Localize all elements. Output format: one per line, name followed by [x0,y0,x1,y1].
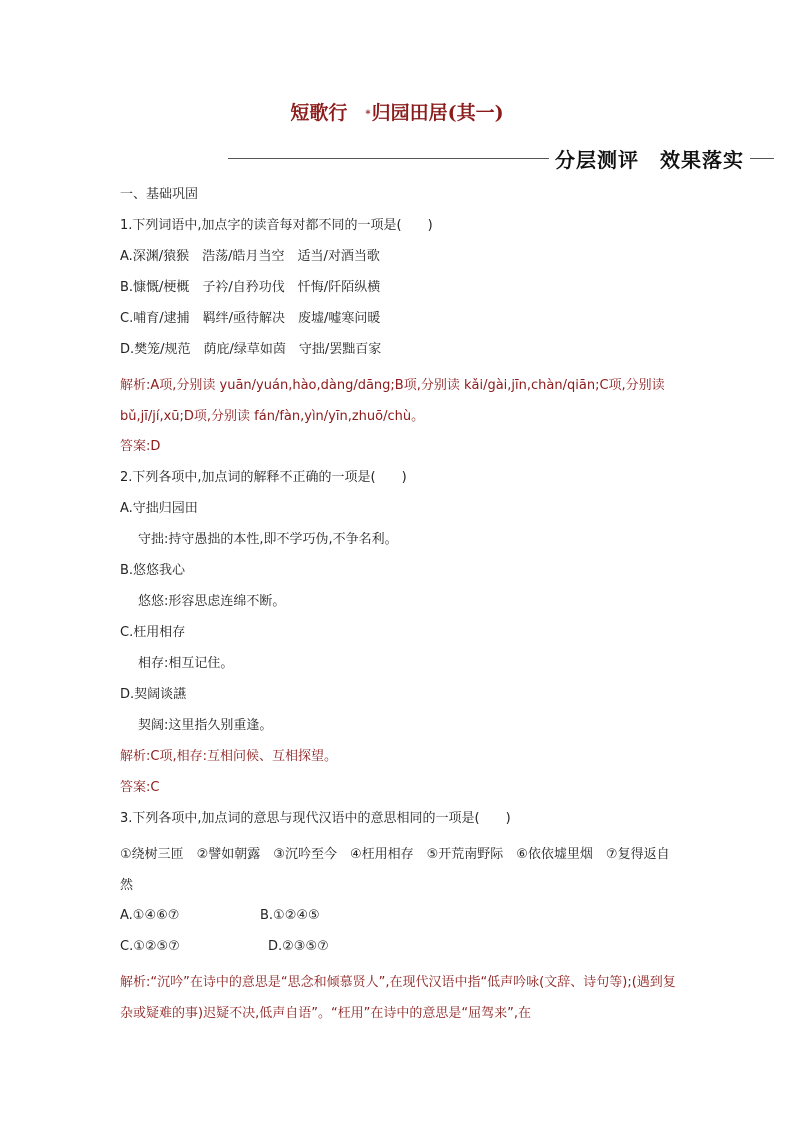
question-2-option-b: B.悠悠我心 [120,563,186,578]
section-banner [228,144,774,172]
banner-line-left [228,158,549,159]
question-1-stem: 1.下列词语中,加点字的读音每对都不同的一项是( ) [120,218,433,233]
question-3-options-row-2 [120,932,680,963]
banner-line-right [750,158,774,159]
question-1-answer: 答案:D [120,439,161,454]
question-2-option-d: D.契阔谈讌 [120,687,187,702]
page-title [0,98,794,125]
question-2-option-a-explanation: 守拙:持守愚拙的本性,即不学巧伪,不争名利。 [138,532,398,547]
question-3-option-b: B.①②④⑤ [260,908,320,923]
section-heading: 一、基础巩固 [120,187,199,202]
question-2-option-a: A.守拙归园田 [120,501,198,516]
question-3-items: ①绕树三匝 ②譬如朝露 ③沉吟至今 ④枉用相存 ⑤开荒南野际 ⑥依依墟里烟 ⑦复得返自然 [120,847,670,893]
question-3-analysis: 解析:“沉吟”在诗中的意思是“思念和倾慕贤人”,在现代汉语中指“低声吟咏(文辞、诗句等);(遇到复杂或疑难的事)迟疑不决,低声自语”。“枉用”在诗中的意思是“屈驾来”,在 [120,975,676,1021]
title-sub: 归园田居(其一) [371,102,504,124]
question-2-stem: 2.下列各项中,加点词的解释不正确的一项是( ) [120,470,407,485]
question-1-option-a: A.深渊/猿猴 浩荡/皓月当空 适当/对酒当歌 [120,249,380,264]
question-3-option-c: C.①②⑤⑦ [120,939,180,954]
question-2-option-d-explanation: 契阔:这里指久别重逢。 [138,718,273,733]
document-content [120,180,680,1029]
question-2-option-c: C.枉用相存 [120,625,186,640]
question-1-option-b: B.慷慨/梗概 子衿/自矜功伐 忏悔/阡陌纵横 [120,280,381,295]
question-3-options-row-1 [120,901,680,932]
question-1-analysis: 解析:A项,分别读 yuān/yuán,hào,dàng/dāng;B项,分别读 kǎi/gài,jīn,chàn/qiān;C项,分别读 bǔ,jī/jí,xū;D项,分别读 fán/fàn,yìn/yīn,zhuō/chù。 [120,378,665,424]
question-2-analysis: 解析:C项,相存:互相问候、互相探望。 [120,749,337,764]
title-star-mark: * [365,108,371,120]
banner-text: 分层测评 效果落实 [555,147,744,172]
question-3-option-d: D.②③⑤⑦ [268,939,329,954]
question-2-answer: 答案:C [120,780,160,795]
question-2-option-c-explanation: 相存:相互记住。 [138,656,234,671]
title-main: 短歌行 [290,102,348,124]
question-1-option-d: D.樊笼/规范 荫庇/绿草如茵 守拙/罢黜百家 [120,342,382,357]
question-2-option-b-explanation: 悠悠:形容思虑连绵不断。 [138,594,286,609]
question-3-stem: 3.下列各项中,加点词的意思与现代汉语中的意思相同的一项是( ) [120,811,511,826]
question-3-option-a: A.①④⑥⑦ [120,908,180,923]
question-1-option-c: C.哺育/逮捕 羁绊/亟待解决 废墟/嘘寒问暖 [120,311,381,326]
